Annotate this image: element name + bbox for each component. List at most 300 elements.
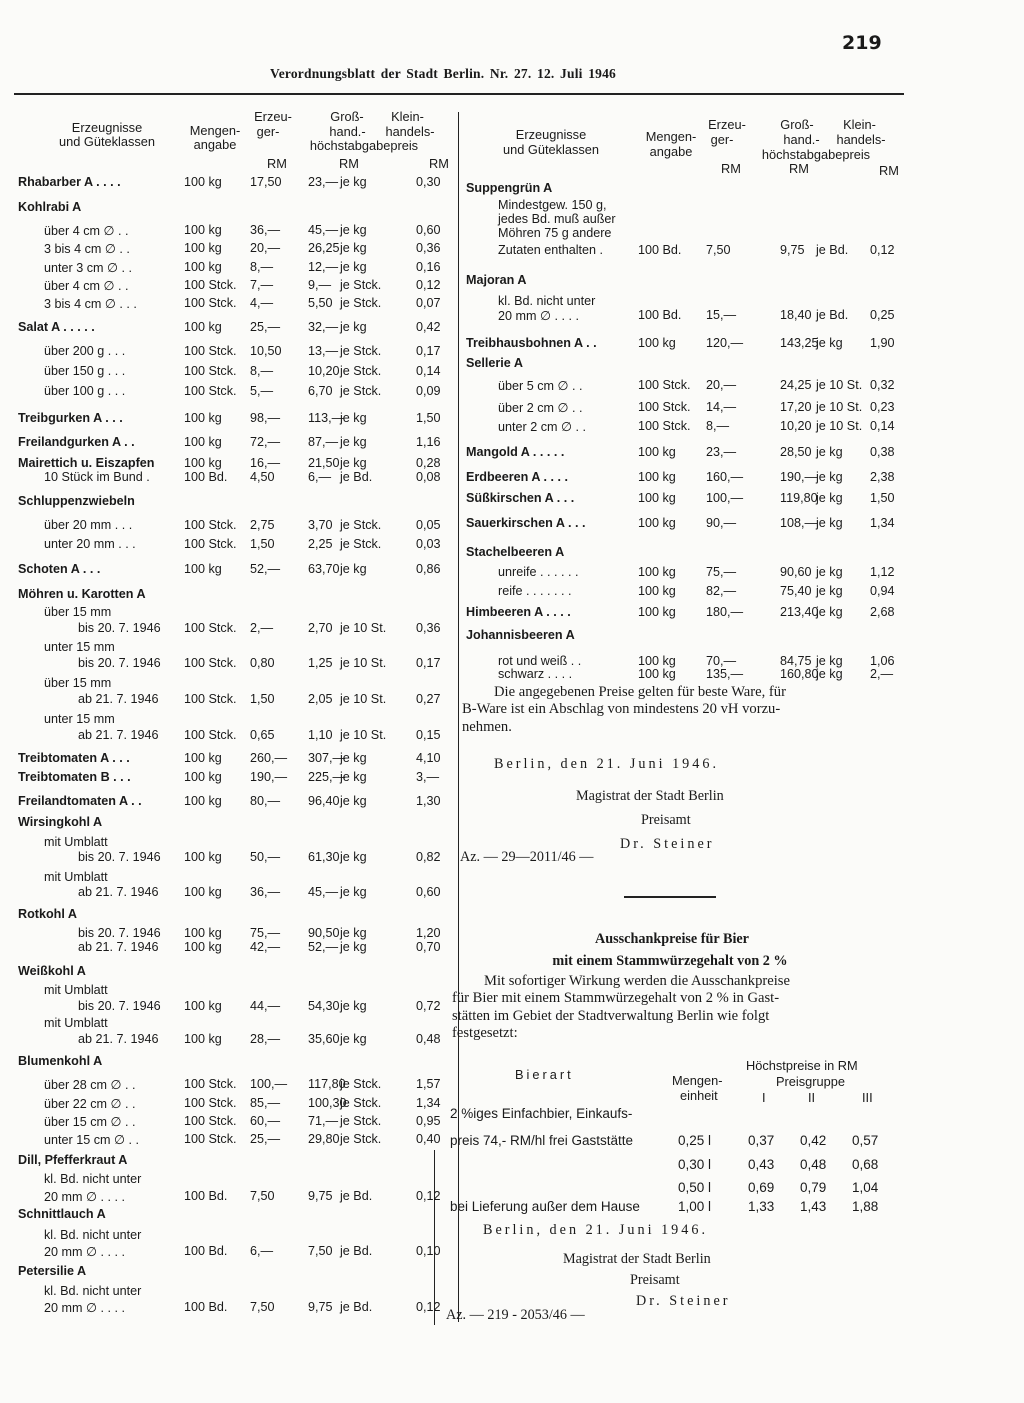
retail-unit: je Stck. [340,344,382,358]
wholesale-price: 13,— [308,344,339,358]
retail-price: 0,40 [416,1132,441,1146]
running-header: Verordnungsblatt der Stadt Berlin. Nr. 27. 12. Juli 1946 [270,66,616,81]
wholesale-price: 1,10 [308,728,333,742]
quantity-unit: 100 kg [184,456,222,470]
retail-price: 0,38 [870,445,895,459]
retail-unit: je kg [340,770,367,784]
retail-price: 0,32 [870,378,895,392]
retail-unit: je 10 St. [816,419,863,433]
header-group-3: III [862,1090,873,1105]
producer-price: 5,— [250,384,274,398]
quantity-unit: 100 kg [638,470,676,484]
product-grade: bis 20. 7. 1946 [78,999,161,1013]
quantity-unit: 100 kg [638,584,676,598]
quantity-unit: 100 kg [638,667,676,681]
producer-price: 75,— [250,926,281,940]
header-mengen-r: Mengen- [645,129,697,144]
quantity-unit: 100 kg [184,926,222,940]
product-grade: ab 21. 7. 1946 [78,1032,159,1046]
header-angabe: angabe [193,137,237,152]
product-grade: über 15 cm ∅ . . [44,1115,136,1129]
producer-price: 190,— [250,770,288,784]
retail-unit: je kg [816,516,843,530]
producer-price: 15,— [706,308,737,322]
header-ger: ger- [256,124,280,139]
product-grade: kl. Bd. nicht unter [498,294,596,308]
header-hoechstabgabepreis: höchstabgabepreis [309,138,419,153]
product-grade: über 150 g . . . [44,364,126,378]
product-name: Stachelbeeren A [466,545,565,559]
producer-price: 8,— [250,364,274,378]
retail-price: 1,90 [870,336,895,350]
retail-price: 2,— [870,667,894,681]
producer-price: 8,— [250,260,274,274]
product-grade: Zutaten enthalten . [498,243,604,257]
retail-unit: je 10 St. [816,378,863,392]
retail-unit: je kg [340,456,367,470]
producer-price: 7,— [250,278,274,292]
header-rm-3: RM [429,156,449,171]
producer-price: 20,— [250,241,281,255]
quantity-unit: 100 Bd. [638,308,682,322]
producer-price: 25,— [250,320,281,334]
producer-price: 1,50 [250,692,275,706]
wholesale-price: 45,— [308,223,339,237]
product-grade: 20 mm ∅ . . . . [44,1190,125,1204]
quantity-unit: 100 kg [184,940,222,954]
wholesale-price: 61,30 [308,850,340,864]
beer-intro-line: für Bier mit einem Stammwürzegehalt von 2 % in Gast- [452,990,780,1007]
header-angabe-r: angabe [649,144,693,159]
header-erzeugnisse: Erzeugnisse [71,120,143,135]
producer-price: 36,— [250,223,281,237]
header-gueteklassen: und Güteklassen [58,134,156,149]
wholesale-price: 52,— [308,940,339,954]
producer-price: 75,— [706,565,737,579]
retail-unit: je Bd. [340,1244,373,1258]
product-grade: unter 2 cm ∅ . . [498,420,586,434]
quantity-unit: 100 kg [184,175,222,189]
wholesale-price: 45,— [308,885,339,899]
product-name: Sauerkirschen A . . . [466,516,586,530]
wholesale-price: 6,— [308,470,332,484]
retail-unit: je 10 St. [340,728,387,742]
product-grade: mit Umblatt [44,835,108,849]
wholesale-price: 9,75 [780,243,805,257]
product-grade: über 200 g . . . [44,344,126,358]
product-name: Treibtomaten A . . . [18,751,130,765]
producer-price: 10,50 [250,344,282,358]
producer-price: 80,— [250,794,281,808]
retail-unit: je kg [816,605,843,619]
wholesale-price: 2,70 [308,621,333,635]
retail-price: 0,12 [870,243,895,257]
retail-unit: je Bd. [340,470,373,484]
producer-price: 85,— [250,1096,281,1110]
quantity-unit: 100 kg [638,336,676,350]
retail-unit: je kg [340,320,367,334]
retail-price: 0,03 [416,537,441,551]
retail-price: 0,82 [416,850,441,864]
retail-unit: je kg [340,940,367,954]
retail-unit: je Stck. [340,278,382,292]
retail-unit: je kg [340,850,367,864]
price-group-1: 0,37 [748,1133,775,1148]
wholesale-price: 9,75 [308,1189,333,1203]
wholesale-price: 119,80 [780,491,818,505]
retail-price: 1,12 [870,565,895,579]
producer-price: 60,— [250,1114,281,1128]
note-line: B-Ware ist ein Abschlag von mindestens 20 vH vorzu- [462,701,781,718]
producer-price: 180,— [706,605,744,619]
wholesale-price: 9,— [308,278,332,292]
producer-price: 20,— [706,378,737,392]
product-grade: über 20 mm . . . [44,518,133,532]
wholesale-price: 1,25 [308,656,333,670]
wholesale-price: 7,50 [308,1244,333,1258]
retail-unit: je Stck. [340,296,382,310]
beer-type: preis 74,- RM/hl frei Gaststätte [450,1133,634,1148]
wholesale-price: 87,— [308,435,339,449]
wholesale-price: 2,25 [308,537,333,551]
price-group-1: 0,43 [748,1157,775,1172]
quantity-unit: 100 kg [184,241,222,255]
retail-price: 4,10 [416,751,441,765]
wholesale-price: 213,40 [780,605,819,619]
wholesale-price: 71,— [308,1114,339,1128]
producer-price: 90,— [706,516,737,530]
product-grade: über 15 mm [44,605,112,619]
producer-price: 2,— [250,621,274,635]
beer-intro [452,973,886,1043]
product-grade: bis 20. 7. 1946 [78,621,161,635]
product-grade: über 2 cm ∅ . . [498,401,583,415]
wholesale-price: 32,— [308,320,339,334]
product-name: Weißkohl A [18,964,86,978]
producer-price: 120,— [706,336,744,350]
product-grade: über 28 cm ∅ . . [44,1078,136,1092]
retail-unit: je kg [340,885,367,899]
wholesale-price: 96,40 [308,794,340,808]
header-hoechstpreise: Höchstpreise in RM [746,1058,858,1073]
retail-unit: je kg [816,470,843,484]
producer-price: 260,— [250,751,288,765]
product-name: Süßkirschen A . . . [466,491,575,505]
retail-unit: je kg [340,241,367,255]
retail-price: 0,08 [416,470,441,484]
wholesale-price: 10,20 [308,364,340,378]
quantity-unit: 100 Stck. [184,1114,237,1128]
wholesale-price: 63,70 [308,562,340,576]
header-rule [14,93,904,95]
retail-price: 0,17 [416,344,441,358]
retail-unit: je kg [816,491,843,505]
producer-price: 82,— [706,584,737,598]
retail-unit: je 10 St. [340,692,387,706]
sig2-authority: Magistrat der Stadt Berlin [563,1251,711,1267]
header-klein-r: Klein- [843,117,876,132]
price-group-2: 0,42 [800,1133,827,1148]
producer-price: 98,— [250,411,281,425]
wholesale-price: 9,75 [308,1300,333,1314]
product-name: Schluppenzwiebeln [18,494,135,508]
price-group-1: 0,69 [748,1180,775,1195]
product-name: Mangold A . . . . . [466,445,565,459]
wholesale-price: 113,— [308,411,345,425]
product-grade: rot und weiß . . [498,654,582,668]
header-beer-einheit: einheit [680,1088,718,1103]
header-handels: handels- [385,124,435,139]
retail-price: 0,12 [416,1300,441,1314]
price-group-2: 0,48 [800,1157,827,1172]
wholesale-price: 29,80 [308,1132,340,1146]
retail-unit: je Bd. [340,1300,373,1314]
quantity-unit: 100 kg [184,850,222,864]
quantity-unit: 100 Stck. [638,378,691,392]
retail-price: 0,17 [416,656,441,670]
retail-price: 1,20 [416,926,441,940]
wholesale-price: 18,40 [780,308,812,322]
retail-price: 1,57 [416,1077,441,1091]
header-erzeu-r: Erzeu- [708,117,746,132]
retail-price: 0,07 [416,296,441,310]
producer-price: 160,— [706,470,744,484]
wholesale-price: 307,— [308,751,346,765]
producer-price: 7,50 [706,243,731,257]
retail-unit: je Stck. [340,364,382,378]
retail-price: 0,28 [416,456,441,470]
wholesale-price: 190,— [780,470,818,484]
header-rm-r1: RM [721,161,741,176]
producer-price: 8,— [706,419,730,433]
product-grade: über 4 cm ∅ . . [44,224,129,238]
header-rm-2: RM [339,156,359,171]
retail-price: 0,12 [416,278,441,292]
quantity-unit: 100 Stck. [184,728,237,742]
wholesale-price: 28,50 [780,445,812,459]
product-name: Treibgurken A . . . [18,411,123,425]
quantity-unit: 100 kg [184,1032,222,1046]
beer-quantity: 0,25 l [678,1133,712,1148]
retail-unit: je Stck. [340,1096,382,1110]
retail-unit: je kg [816,336,843,350]
product-name: Salat A . . . . . [18,320,95,334]
sig1-signer: Dr. Steiner [620,836,715,852]
retail-unit: je kg [340,223,367,237]
beer-type: 2 %iges Einfachbier, Einkaufs- [450,1106,633,1121]
beer-quantity: 0,30 l [678,1157,712,1172]
retail-unit: je Stck. [340,537,382,551]
header-handels-r: handels- [836,132,886,147]
header-erzeugnisse-r: Erzeugnisse [515,127,587,142]
wholesale-price: 17,20 [780,400,812,414]
quantity-unit: 100 Stck. [184,537,237,551]
product-grade: unter 20 mm . . . [44,537,136,551]
quantity-unit: 100 kg [184,562,222,576]
product-grade: ab 21. 7. 1946 [78,885,159,899]
wholesale-price: 35,60 [308,1032,340,1046]
retail-unit: je kg [340,175,367,189]
beer-intro-line: Mit sofortiger Wirkung werden die Ausschankpreise [484,973,790,989]
retail-unit: je kg [340,1032,367,1046]
header-mengen: Mengen- [189,123,241,138]
beer-quantity: 0,50 l [678,1180,712,1195]
retail-unit: je Stck. [340,384,382,398]
product-grade: unter 3 cm ∅ . . [44,261,132,275]
wholesale-price: 26,25 [308,241,340,255]
retail-unit: je Stck. [340,1132,382,1146]
product-name: Petersilie A [18,1264,87,1278]
quantity-unit: 100 Stck. [638,419,691,433]
quantity-unit: 100 kg [184,223,222,237]
retail-unit: je Stck. [340,1114,382,1128]
retail-unit: je 10 St. [340,656,387,670]
quantity-unit: 100 Stck. [184,656,237,670]
sig2-reference: Az. — 219 - 2053/46 — [446,1307,585,1323]
retail-unit: je Bd. [340,1189,373,1203]
retail-price: 0,23 [870,400,895,414]
product-name: Freilandgurken A . . [18,435,135,449]
producer-price: 52,— [250,562,281,576]
quantity-unit: 100 kg [184,411,222,425]
retail-price: 0,05 [416,518,441,532]
product-grade: ab 21. 7. 1946 [78,728,159,742]
product-grade: bis 20. 7. 1946 [78,850,161,864]
retail-unit: je kg [816,654,843,668]
wholesale-price: 23,— [308,175,339,189]
retail-price: 0,60 [416,885,441,899]
price-group-3: 1,88 [852,1199,879,1214]
retail-unit: je kg [340,435,367,449]
product-grade: jedes Bd. muß außer [498,212,616,226]
wholesale-price: 21,50 [308,456,340,470]
header-hand: hand.- [329,124,366,139]
producer-price: 16,— [250,456,281,470]
price-group-3: 0,57 [852,1133,879,1148]
retail-price: 1,50 [870,491,895,505]
retail-price: 0,94 [870,584,895,598]
retail-price: 0,16 [416,260,441,274]
header-beer-mengen: Mengen- [672,1073,723,1088]
quantity-unit: 100 Stck. [184,692,237,706]
retail-unit: je kg [816,584,843,598]
header-klein: Klein- [391,109,424,124]
quantity-unit: 100 Stck. [184,296,237,310]
retail-unit: je kg [340,794,367,808]
quantity-unit: 100 kg [184,794,222,808]
price-group-2: 0,79 [800,1180,827,1195]
product-grade: 10 Stück im Bund . [44,470,150,484]
retail-price: 0,86 [416,562,441,576]
product-name: Johannisbeeren A [466,628,575,642]
retail-price: 0,70 [416,940,441,954]
header-preisgruppe: Preisgruppe [776,1074,846,1089]
product-grade: 20 mm ∅ . . . . [44,1245,125,1259]
header-hoechstabgabepreis-r: höchstabgabepreis [761,147,871,162]
column-separator-right [434,1150,435,1325]
retail-price: 1,34 [870,516,895,530]
producer-price: 0,80 [250,656,275,670]
quantity-unit: 100 Stck. [184,621,237,635]
sig2-signer: Dr. Steiner [636,1293,731,1309]
retail-unit: je 10 St. [816,400,863,414]
product-name: Dill, Pfefferkraut A [18,1153,128,1167]
product-grade: unter 15 mm [44,640,115,654]
product-name: Sellerie A [466,356,523,370]
product-name: Himbeeren A . . . . [466,605,571,619]
quantity-unit: 100 kg [184,751,222,765]
header-group-1: I [762,1090,766,1105]
product-grade: über 5 cm ∅ . . [498,379,583,393]
product-name: Treibhausbohnen A . . [466,336,597,350]
producer-price: 100,— [706,491,744,505]
product-grade: 20 mm ∅ . . . . [44,1301,125,1315]
retail-price: 0,72 [416,999,441,1013]
retail-price: 0,12 [416,1189,441,1203]
producer-price: 17,50 [250,175,282,189]
product-name: Rotkohl A [18,907,77,921]
wholesale-price: 54,30 [308,999,340,1013]
page-number: 219 [842,32,882,54]
header-group-2: II [808,1090,816,1105]
producer-price: 135,— [706,667,744,681]
retail-unit: je Stck. [340,518,382,532]
product-grade: 3 bis 4 cm ∅ . . [44,242,130,256]
product-grade: unter 15 cm ∅ . . [44,1133,139,1147]
quantity-unit: 100 kg [184,770,222,784]
quantity-unit: 100 kg [184,435,222,449]
wholesale-price: 5,50 [308,296,333,310]
beer-title-2: mit einem Stammwürzegehalt von 2 % [552,953,788,969]
quantity-unit: 100 kg [638,605,676,619]
section-divider [624,896,716,898]
product-grade: kl. Bd. nicht unter [44,1172,142,1186]
product-grade: unter 15 mm [44,712,115,726]
product-grade: über 100 g . . . [44,384,126,398]
quantity-unit: 100 kg [638,445,676,459]
wholesale-price: 108,— [780,516,818,530]
header-gross-r: Groß- [780,117,814,132]
retail-price: 1,16 [416,435,441,449]
product-name: Schoten A . . . [18,562,101,576]
retail-price: 0,25 [870,308,895,322]
retail-unit: je Bd. [816,308,849,322]
header-gross: Groß- [330,109,364,124]
product-name: Blumenkohl A [18,1054,103,1068]
product-grade: ab 21. 7. 1946 [78,940,159,954]
product-name: Wirsingkohl A [18,815,103,829]
price-group-3: 1,04 [852,1180,879,1195]
retail-price: 0,10 [416,1244,441,1258]
product-name: Möhren u. Karotten A [18,587,146,601]
retail-unit: je kg [340,562,367,576]
producer-price: 100,— [250,1077,288,1091]
wholesale-price: 75,40 [780,584,812,598]
retail-price: 1,50 [416,411,441,425]
quantity-unit: 100 kg [638,565,676,579]
product-grade: über 4 cm ∅ . . [44,279,129,293]
producer-price: 7,50 [250,1189,275,1203]
beer-title-1: Ausschankpreise für Bier [595,931,749,947]
quantity-unit: 100 kg [184,999,222,1013]
retail-price: 0,27 [416,692,441,706]
wholesale-price: 225,— [308,770,346,784]
product-name: Kohlrabi A [18,200,82,214]
quantity-unit: 100 Stck. [184,364,237,378]
wholesale-price: 160,80 [780,667,819,681]
wholesale-price: 143,25 [780,336,819,350]
quantity-unit: 100 Bd. [184,1189,228,1203]
